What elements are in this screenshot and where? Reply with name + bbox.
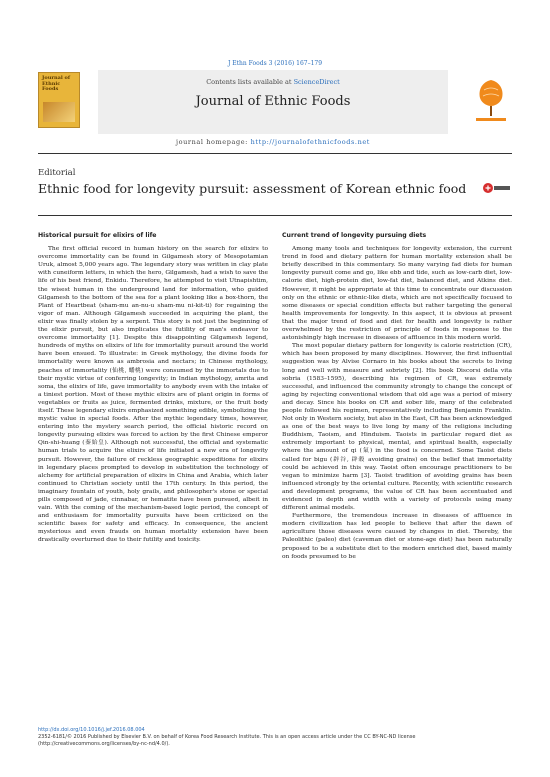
paragraph-current-trend-2: The most popular dietary pattern for longevity is calorie restriction (CR), which has been proposed by many disciplines. However, the first influential suggestion was by Alvise Cornaro in his books about the secrets to living long and well with measure and sobriety [2]. His book Discorsi della vita sobria (1583–1595), describing his regimen of CR, was extremely successful, and influenced the community strongly to change the concept of aging by rejecting conventional wisdom that old age was a period of misery and decay. Since his books on CR and sober life, many of the celebrated people followed his regimen, representatively including Benjamin Franklin. Not only in Western society, but also in the East, CR has been acknowledged as one of the best ways to live long by many of the religions including Buddhism, Taoism, and Hinduism. Taoists in particular regard diet as extremely important to physical, mental, and spiritual health, especially where the amount of qi (氣) in the food is concerned. Some Taoist diets called for bigu (辟谷, 辟穀 avoiding grains) on the belief that immortality could be achieved in this way. Taoist often encourage practitioners to be vegan to minimize harm [3]. Taoist tradition of avoiding grains has been influenced strongly by the oriental culture. Recently, with scientific research and development programs, the value of CR has been accentuated and evidenced in depth and width with a variety of protocols using many different animal models. (282, 343, 512, 512)
paragraph-historical: The first official record in human history on the search for elixirs to overcome immortality can be found in Gilgamesh story of Mesopotamian Uruk, almost 5,000 years ago. The legendary story was written in clay plate with cuneiform letters, in which the hero, Gilgamesh, had a wish to save the life of his best friend, Enkidu. Therefore, he attempted to visit Utnapishtim, the wisest human in the underground land for information, who guided Gilgamesh to the bottom of the sea for a plant looking like a box-thorn, the Plant of Heartbeat (sham-mu an-nu-u sham-mu ni-kit-ti) for regaining the vigor of man. Although Gilgamesh succeeded in acquiring the plant, the elixir was finally stolen by a serpent. This story is not just the beginning of the elixir pursuit, but also implicates the futility of man's endeavor to overcome immortality [1]. Despite this disappointing Gilgamesh legend, hundreds of myths on elixirs of life for immortality pursuit around the world have been ensued. To illustrate: in Greek mythology, the divine foods for immortality were known as ambrosia and nectars; in Chinese mythology, peaches of immortality (仙桃, 蟠桃) were consumed by the immortals due to their mystic virtue of conferring longevity; in Indian mythology, amrita and soma, the elixirs of life, gave immortality to anybody even with the intake of a tiniest portion. Most of these mythic elixirs are of plant origin in forms of vegetables or fruits as juice, fermented drinks, mixture, or the fruit body itself. These legendary elixirs emphasized something edible, symbolizing the mystic value in special foods. After the mythic legendary times, however, entering into the mystery search period, the official historic record on longevity pursuing elixirs was forced to action by the first Chinese emperor Qin-shi-huang (秦始皇). Although not successful, the official and systematic human trials to acquire the elixirs of life initiated a new era of longevity pursuit. However, the failure of reckless geographic expeditions for elixirs in legendary places prompted to develop in substitution the technology of alchemy for artificial preparation of elixirs in China and Arabia, which later continued to Christian society until the 17th century. In this period, the imaginary fountain of youth, holy grails, and philosopher's stone or special pills composed of jade, cinnabar, or hematite have been pursued, albeit in vain. With the coming of the mechanism-based logic period, the concept of and enthusiasm for immortality pursuits have been criticized on the scientific bases for safety and efficacy. In consequence, the ancient mysterious and even frauds on human mortality extension have been drastically overturned due to their futility and toxicity. (38, 246, 268, 544)
doi-link[interactable]: http://dx.doi.org/10.1016/j.jef.2016.08.004 (38, 727, 145, 733)
section-heading-current-trend: Current trend of longevity pursuing diets (282, 232, 427, 239)
cover-image (43, 102, 75, 122)
license-notice: 2352-6181/© 2016 Published by Elsevier B.V. on behalf of Korea Food Research Institute. This is an open access article under the CC BY-NC-ND license (http://creativecommons.org/licenses/by-nc-nd/4.0/). (38, 734, 416, 747)
homepage-prefix: journal homepage: (175, 138, 251, 146)
section-heading-historical: Historical pursuit for elixirs of life (38, 232, 157, 239)
contents-line (98, 78, 448, 86)
homepage-link[interactable]: http://journalofethnicfoods.net (250, 138, 371, 146)
article-footer (38, 727, 512, 748)
contents-prefix: Contents lists available at (206, 78, 294, 86)
cover-title: Journal of Ethnic Foods (42, 75, 70, 92)
journal-homepage-line (98, 138, 448, 146)
header-rule (38, 153, 512, 154)
paragraph-current-trend-3: Furthermore, the tremendous increase in diseases of affluence in modern civilization has led people to believe that after the dawn of agriculture those diseases were caused by changes in diet. Thereby, the Paleolithic (paleo) diet (caveman diet or stone-age diet) has been naturally proposed to be a substitute diet to the modern enriched diet, based mainly on foods presumed to be (282, 513, 512, 560)
sciencedirect-link[interactable]: ScienceDirect (293, 78, 340, 86)
journal-masthead (38, 70, 512, 152)
journal-citation[interactable]: J Ethn Foods 3 (2016) 167–179 (227, 60, 323, 67)
journal-title: Journal of Ethnic Foods (195, 94, 351, 109)
article-type: Editorial (38, 168, 76, 178)
paragraph-current-trend-1: Among many tools and techniques for longevity extension, the current trend in food and dietary pattern for human mortality extension shall be briefly described in this commentary. So many varying fad diets for human longevity pursuit come and go, like ebb and tide, such as low-carb diet, low-calorie diet, high-protein diet, low-fat diet, balanced diet, and Atkins diet. However, it might be appropriate at this time to concentrate our discussion only on the ethnic or ethnic-like diets, which are not specifically focused to some diseases or special condition effects but rather targeting the general health improvements for longevity. In this aspect, it is obvious at present that the major trend of food and diet for health and longevity is rather overwhelmed by the restriction of principle of foods in response to the astonishingly high increase in diseases of affluence in this modern world. (282, 246, 512, 342)
journal-banner (98, 70, 448, 134)
title-rule (38, 215, 512, 216)
crossmark-badge-icon[interactable] (482, 181, 512, 195)
right-column (282, 232, 512, 561)
journal-cover-thumbnail[interactable] (38, 72, 80, 128)
article-title: Ethnic food for longevity pursuit: assessment of Korean ethnic food (38, 181, 467, 196)
left-column (38, 232, 268, 545)
elsevier-tree-logo-icon[interactable] (470, 72, 512, 128)
